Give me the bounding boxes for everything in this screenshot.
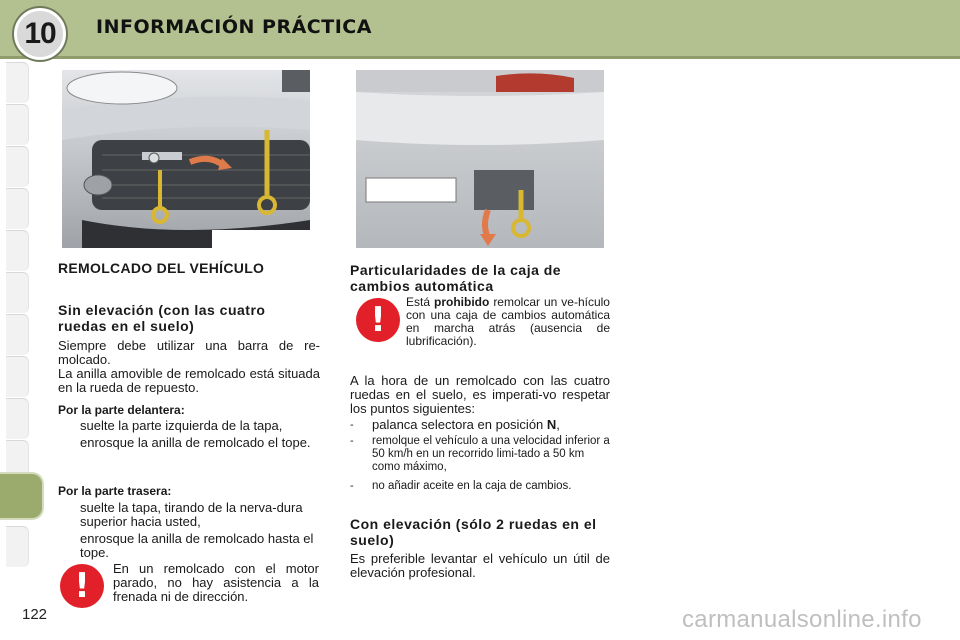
page-title: INFORMACIÓN PRÁCTICA	[96, 16, 372, 38]
side-tab-active[interactable]	[0, 474, 42, 518]
header-underline	[0, 56, 960, 59]
warning-text: En un remolcado con el motor parado, no hay asistencia a la frenada ni de dirección.	[113, 561, 319, 604]
side-tab[interactable]	[6, 188, 29, 229]
rear-bumper-illustration	[356, 70, 604, 248]
footer-watermark[interactable]: carmanualsonline.info	[682, 606, 922, 633]
list-item: suelte la parte izquierda de la tapa,	[80, 418, 283, 433]
list-item: enrosque la anilla de remolcado hasta el tope.	[80, 531, 314, 560]
front-label: Por la parte delantera:	[58, 403, 185, 417]
chapter-number: 10	[24, 17, 56, 50]
side-tab[interactable]	[6, 230, 29, 271]
front-list	[58, 419, 320, 453]
subsection-heading: Sin elevación (con las cuatro ruedas en el suelo)	[58, 302, 266, 334]
chapter-badge	[14, 8, 66, 60]
rear-list	[58, 501, 320, 563]
side-tab[interactable]	[6, 104, 29, 145]
section-heading-automatic: Particularidades de la caja de cambios automática	[350, 262, 562, 294]
paragraph-ring: La anilla amovible de remolcado está situada en la rueda de repuesto.	[58, 366, 320, 395]
list-item: enrosque la anilla de remolcado el tope.	[80, 435, 311, 450]
rear-label: Por la parte trasera:	[58, 484, 172, 498]
paragraph-conditions: A la hora de un remolcado con las cuatro ruedas en el suelo, es imperati-vo respetar los puntos siguientes:	[350, 373, 610, 416]
side-tab[interactable]	[6, 526, 29, 567]
section-heading: REMOLCADO DEL VEHÍCULO	[58, 260, 265, 276]
side-tab[interactable]	[6, 146, 29, 187]
side-tab[interactable]	[6, 398, 29, 439]
warning-automatic: Está prohibido remolcar un ve-hículo con una caja de cambios automática en marcha atrás (ausencia de lubrificación).	[406, 295, 610, 348]
front-bumper-illustration	[62, 70, 310, 248]
warning-icon: !	[356, 298, 400, 342]
side-tab[interactable]	[6, 62, 29, 103]
list-item: - no añadir aceite en la caja de cambios.	[350, 480, 572, 492]
page-number: 122	[22, 606, 48, 623]
rear-bumper-photo	[356, 70, 604, 248]
list-item: suelte la tapa, tirando de la nerva-dura superior hacia usted,	[80, 500, 303, 529]
paragraph-bar: Siempre debe utilizar una barra de re-molcado.	[58, 338, 320, 367]
conditions-list	[350, 418, 610, 496]
warning-icon: !	[60, 564, 104, 608]
list-item: - palanca selectora en posición N,	[350, 417, 560, 432]
side-tab[interactable]	[6, 272, 29, 313]
side-tab[interactable]	[6, 314, 29, 355]
list-item: - remolque el vehículo a una velocidad inferior a 50 km/h en un recorrido limi-tado a 50 km como máximo,	[350, 435, 610, 473]
side-tabs	[0, 60, 34, 580]
front-bumper-photo	[62, 70, 310, 248]
subsection-heading-lift: Con elevación (sólo 2 ruedas en el suelo)	[350, 516, 597, 548]
side-tab[interactable]	[6, 356, 29, 397]
paragraph-lift: Es preferible levantar el vehículo un útil de elevación profesional.	[350, 551, 610, 580]
